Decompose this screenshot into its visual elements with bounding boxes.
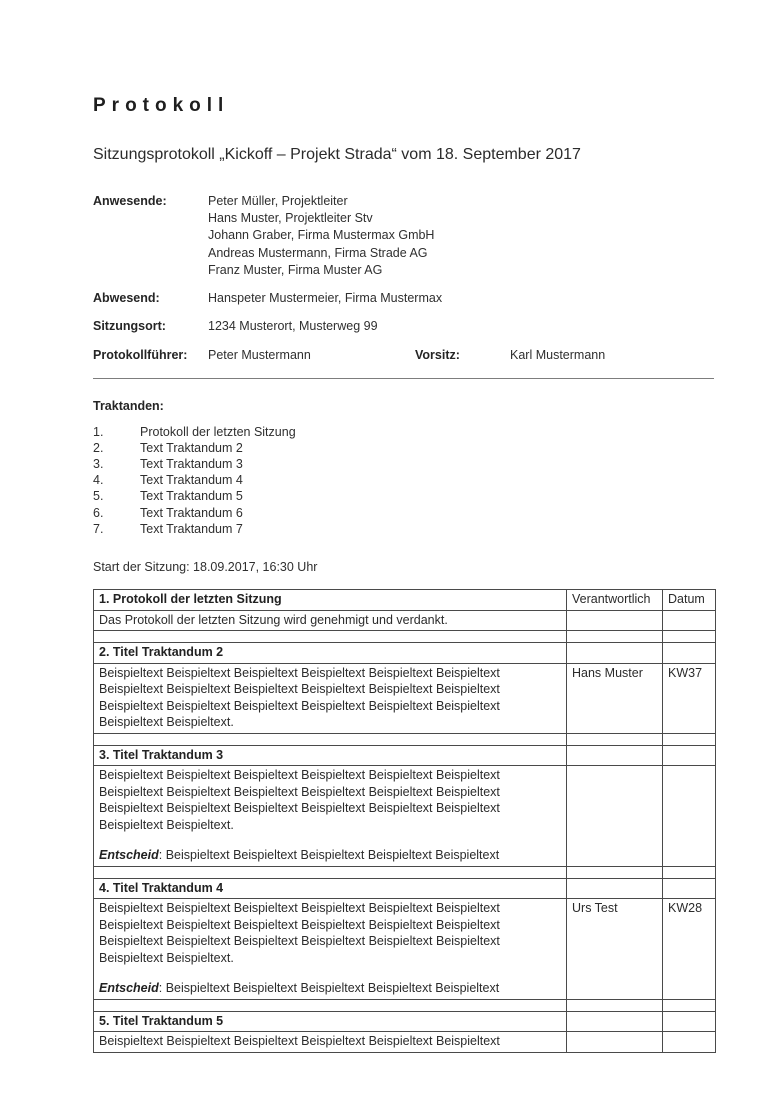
agenda-item — [93, 456, 714, 472]
agenda-heading: Traktanden: — [93, 398, 164, 413]
date-cell: KW28 — [663, 899, 716, 1000]
agenda-item-number: 2. — [93, 440, 104, 455]
responsible-cell: Hans Muster — [567, 663, 663, 733]
agenda-item-text: Text Traktandum 5 — [140, 489, 243, 504]
agenda-item-number: 1. — [93, 424, 104, 439]
meta-section — [93, 193, 714, 365]
section-title-cell: 5. Titel Traktandum 5 — [94, 1011, 567, 1032]
agenda-item-number: 7. — [93, 521, 104, 536]
attendees-label: Anwesende: — [93, 194, 167, 208]
table-row — [94, 766, 716, 867]
section-body-cell — [94, 766, 567, 867]
date-cell — [663, 610, 716, 631]
agenda-item-text: Text Traktandum 4 — [140, 473, 243, 488]
date-cell — [663, 1032, 716, 1053]
agenda-item-text: Text Traktandum 3 — [140, 457, 243, 472]
agenda-item-text: Text Traktandum 7 — [140, 521, 243, 536]
attendees-list — [208, 193, 714, 279]
table-row — [94, 610, 716, 631]
chair-value: Karl Mustermann — [510, 348, 606, 363]
decision-text: : Beispieltext Beispieltext Beispieltext Beispieltext Beispieltext — [158, 981, 500, 996]
recorder-value: Peter Mustermann — [208, 348, 311, 363]
agenda-item — [93, 505, 714, 521]
location-label: Sitzungsort: — [93, 319, 166, 334]
agenda-item-text: Text Traktandum 2 — [140, 440, 243, 455]
recorder-label: Protokollführer: — [93, 348, 188, 363]
agenda-item — [93, 521, 714, 537]
body-line: Beispieltext Beispieltext. — [99, 715, 234, 730]
section-title-cell: 3. Titel Traktandum 3 — [94, 745, 567, 766]
agenda-item-number: 4. — [93, 473, 104, 488]
attendee-line: Johann Graber, Firma Mustermax GmbH — [208, 228, 435, 243]
responsible-cell — [567, 610, 663, 631]
agenda-item-number: 6. — [93, 505, 104, 520]
agenda-item-text: Text Traktandum 6 — [140, 505, 243, 520]
attendee-line: Andreas Mustermann, Firma Strade AG — [208, 245, 428, 260]
body-line: Das Protokoll der letzten Sitzung wird genehmigt und verdankt. — [99, 612, 448, 627]
section-body-cell — [94, 1032, 567, 1053]
absent-row — [93, 290, 714, 307]
body-line: Beispieltext Beispieltext Beispieltext Beispieltext Beispieltext Beispieltext — [99, 901, 500, 916]
attendee-line: Peter Müller, Projektleiter — [208, 194, 348, 208]
table-header-row — [94, 590, 716, 611]
document-subtitle: Sitzungsprotokoll „Kickoff – Projekt Strada“ vom 18. September 2017 — [93, 146, 581, 163]
document-title: Protokoll — [93, 95, 230, 116]
meeting-start-line: Start der Sitzung: 18.09.2017, 16:30 Uhr — [93, 560, 318, 575]
recorder-row — [93, 347, 714, 364]
responsible-cell — [567, 766, 663, 867]
body-line: Beispieltext Beispieltext Beispieltext Beispieltext Beispieltext Beispieltext — [99, 1034, 500, 1049]
spacer-row — [94, 733, 716, 745]
body-line: Beispieltext Beispieltext Beispieltext Beispieltext Beispieltext Beispieltext — [99, 801, 500, 816]
attendees-row — [93, 193, 714, 279]
attendee-line: Franz Muster, Firma Muster AG — [208, 262, 383, 277]
absent-label: Abwesend: — [93, 291, 160, 306]
spacer-row — [94, 631, 716, 643]
decision-line — [99, 847, 561, 864]
responsible-cell: Urs Test — [567, 899, 663, 1000]
agenda-item — [93, 440, 714, 456]
body-line: Beispieltext Beispieltext Beispieltext Beispieltext Beispieltext Beispieltext — [99, 698, 500, 713]
section-body-cell — [94, 899, 567, 1000]
decision-text: : Beispieltext Beispieltext Beispieltext Beispieltext Beispieltext — [158, 848, 500, 863]
body-line: Beispieltext Beispieltext Beispieltext Beispieltext Beispieltext Beispieltext — [99, 768, 500, 783]
location-value: 1234 Musterort, Musterweg 99 — [208, 319, 378, 334]
body-line: Beispieltext Beispieltext Beispieltext Beispieltext Beispieltext Beispieltext — [99, 665, 500, 680]
agenda-item — [93, 424, 714, 440]
responsible-cell — [567, 1032, 663, 1053]
decision-label: Entscheid — [99, 981, 159, 996]
chair-label: Vorsitz: — [415, 348, 460, 363]
table-row — [94, 745, 716, 766]
section-title-cell: 1. Protokoll der letzten Sitzung — [94, 590, 567, 611]
decision-line — [99, 980, 561, 997]
table-row — [94, 663, 716, 733]
section-title-cell: 4. Titel Traktandum 4 — [94, 878, 567, 899]
attendee-line: Hans Muster, Projektleiter Stv — [208, 211, 373, 226]
table-row — [94, 878, 716, 899]
body-line: Beispieltext Beispieltext Beispieltext Beispieltext Beispieltext Beispieltext — [99, 682, 500, 697]
section-title-cell: 2. Titel Traktandum 2 — [94, 643, 567, 664]
date-cell — [663, 766, 716, 867]
horizontal-rule — [93, 378, 714, 379]
section-body-cell — [94, 663, 567, 733]
body-line: Beispieltext Beispieltext. — [99, 817, 234, 832]
table-row — [94, 1032, 716, 1053]
absent-value: Hanspeter Mustermeier, Firma Mustermax — [208, 291, 443, 306]
protocol-table — [93, 589, 716, 1053]
decision-label: Entscheid — [99, 848, 159, 863]
spacer-row — [94, 866, 716, 878]
table-row — [94, 899, 716, 1000]
table-row — [94, 1011, 716, 1032]
date-cell: KW37 — [663, 663, 716, 733]
agenda-item — [93, 488, 714, 504]
agenda-item-text: Protokoll der letzten Sitzung — [140, 424, 296, 439]
agenda-item-number: 5. — [93, 489, 104, 504]
agenda-item-number: 3. — [93, 457, 104, 472]
spacer-row — [94, 999, 716, 1011]
body-line: Beispieltext Beispieltext Beispieltext Beispieltext Beispieltext Beispieltext — [99, 784, 500, 799]
agenda-item — [93, 472, 714, 488]
body-line: Beispieltext Beispieltext Beispieltext Beispieltext Beispieltext Beispieltext — [99, 917, 500, 932]
column-header-responsible: Verantwortlich — [567, 590, 663, 611]
body-line: Beispieltext Beispieltext. — [99, 950, 234, 965]
table-row — [94, 643, 716, 664]
agenda-list — [93, 424, 714, 537]
body-line: Beispieltext Beispieltext Beispieltext Beispieltext Beispieltext Beispieltext — [99, 934, 500, 949]
section-body-cell — [94, 610, 567, 631]
column-header-date: Datum — [663, 590, 716, 611]
location-row — [93, 318, 714, 335]
